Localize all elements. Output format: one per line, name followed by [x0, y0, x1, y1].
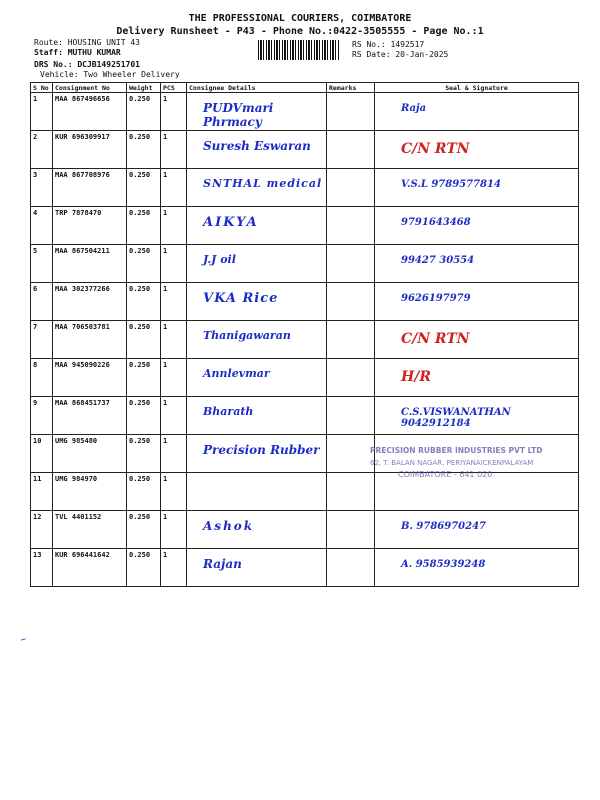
handwritten-consignee: Rajan — [203, 557, 242, 571]
cell-weight: 0.250 — [127, 131, 161, 169]
cell-signature — [375, 169, 579, 207]
cell-consignee — [187, 511, 327, 549]
handwritten-signature: 9791643468 — [401, 217, 471, 228]
handwritten-consignee: Annlevmar — [203, 367, 270, 380]
cell-weight: 0.250 — [127, 283, 161, 321]
handwritten-signature: C/N RTN — [401, 331, 470, 347]
cell-pcs: 1 — [161, 397, 187, 435]
handwritten-consignee: Thanigawaran — [203, 329, 291, 342]
cell-signature — [375, 321, 579, 359]
table-row — [31, 169, 579, 207]
cell-remarks — [327, 435, 375, 473]
cell-sno: 13 — [31, 549, 53, 587]
cell-weight: 0.250 — [127, 473, 161, 511]
cell-pcs: 1 — [161, 169, 187, 207]
handwritten-signature: V.S.L 9789577814 — [401, 179, 501, 190]
barcode — [258, 40, 340, 60]
cell-sno: 11 — [31, 473, 53, 511]
col-pcs: PCS — [161, 83, 187, 93]
cell-consignee — [187, 131, 327, 169]
cell-consignment-no: UMG 985480 — [53, 435, 127, 473]
cell-weight: 0.250 — [127, 245, 161, 283]
cell-consignment-no: UMG 984970 — [53, 473, 127, 511]
cell-signature — [375, 397, 579, 435]
cell-remarks — [327, 245, 375, 283]
cell-pcs: 1 — [161, 283, 187, 321]
cell-consignment-no: MAA 867496656 — [53, 93, 127, 131]
table-row — [31, 511, 579, 549]
cell-pcs: 1 — [161, 131, 187, 169]
cell-pcs: 1 — [161, 321, 187, 359]
cell-weight: 0.250 — [127, 93, 161, 131]
cell-consignee — [187, 473, 327, 511]
cell-consignment-no: MAA 867708976 — [53, 169, 127, 207]
cell-weight: 0.250 — [127, 511, 161, 549]
cell-remarks — [327, 131, 375, 169]
cell-consignee — [187, 283, 327, 321]
cell-pcs: 1 — [161, 511, 187, 549]
staff-label: Staff: MUTHU KUMAR — [34, 48, 121, 57]
table-row — [31, 549, 579, 587]
route-label: Route: HOUSING UNIT 43 — [34, 38, 140, 47]
cell-consignee — [187, 397, 327, 435]
company-stamp — [370, 446, 560, 492]
cell-remarks — [327, 359, 375, 397]
stamp-line-3: COIMBATORE - 641 020 — [398, 470, 493, 479]
handwritten-signature: C.S.VISWANATHAN 9042912184 — [401, 407, 511, 429]
table-row — [31, 397, 579, 435]
vehicle-label: Vehicle: Two Wheeler Delivery — [40, 70, 180, 79]
table-row — [31, 359, 579, 397]
cell-sno: 2 — [31, 131, 53, 169]
cell-consignment-no: TVL 4401152 — [53, 511, 127, 549]
cell-sno: 9 — [31, 397, 53, 435]
cell-consignment-no: MAA 302377266 — [53, 283, 127, 321]
cell-signature — [375, 549, 579, 587]
handwritten-signature: 99427 30554 — [401, 255, 475, 266]
cell-signature — [375, 207, 579, 245]
cell-remarks — [327, 93, 375, 131]
cell-sno: 3 — [31, 169, 53, 207]
runsheet-table — [30, 82, 579, 587]
cell-weight: 0.250 — [127, 207, 161, 245]
table-row — [31, 93, 579, 131]
cell-signature — [375, 359, 579, 397]
rs-date: RS Date: 20-Jan-2025 — [352, 50, 449, 59]
cell-consignee — [187, 169, 327, 207]
cell-pcs: 1 — [161, 473, 187, 511]
handwritten-consignee: VKA Rice — [203, 291, 279, 306]
table-row — [31, 131, 579, 169]
table-row — [31, 207, 579, 245]
cell-consignment-no: MAA 867504211 — [53, 245, 127, 283]
handwritten-consignee: Bharath — [203, 405, 254, 418]
table-row — [31, 245, 579, 283]
handwritten-signature: B. 9786970247 — [401, 521, 486, 532]
drs-label: DRS No.: DCJB149251701 — [34, 60, 140, 69]
cell-consignee — [187, 245, 327, 283]
handwritten-consignee: SNTHAL medical — [203, 177, 323, 190]
cell-consignee — [187, 321, 327, 359]
cell-weight: 0.250 — [127, 435, 161, 473]
cell-sno: 5 — [31, 245, 53, 283]
cell-sno: 12 — [31, 511, 53, 549]
cell-sno: 8 — [31, 359, 53, 397]
cell-signature — [375, 93, 579, 131]
cell-sno: 6 — [31, 283, 53, 321]
cell-weight: 0.250 — [127, 549, 161, 587]
cell-remarks — [327, 207, 375, 245]
cell-sno: 1 — [31, 93, 53, 131]
cell-pcs: 1 — [161, 359, 187, 397]
cell-pcs: 1 — [161, 435, 187, 473]
cell-pcs: 1 — [161, 245, 187, 283]
cell-consignee — [187, 549, 327, 587]
col-sno: S No — [31, 83, 53, 93]
cell-consignee — [187, 93, 327, 131]
cell-signature — [375, 283, 579, 321]
cell-consignee — [187, 207, 327, 245]
cell-remarks — [327, 397, 375, 435]
handwritten-consignee: J.J oil — [203, 253, 236, 266]
handwritten-consignee: Precision Rubber — [203, 443, 320, 457]
cell-remarks — [327, 511, 375, 549]
rs-number: RS No.: 1492517 — [352, 40, 425, 49]
cell-signature — [375, 245, 579, 283]
cell-consignment-no: MAA 945090226 — [53, 359, 127, 397]
cell-remarks — [327, 169, 375, 207]
handwritten-consignee: Suresh Eswaran — [203, 139, 311, 153]
cell-sno: 7 — [31, 321, 53, 359]
runsheet-subtitle: Delivery Runsheet - P43 - Phone No.:0422-3505555 - Page No.:1 — [116, 26, 484, 37]
handwritten-signature: 9626197979 — [401, 293, 471, 304]
cell-consignment-no: KUR 696309917 — [53, 131, 127, 169]
cell-pcs: 1 — [161, 207, 187, 245]
col-remarks: Remarks — [327, 83, 375, 93]
handwritten-signature: C/N RTN — [401, 141, 470, 157]
cell-signature — [375, 131, 579, 169]
col-consignment: Consignment No — [53, 83, 127, 93]
table-row — [31, 321, 579, 359]
cell-remarks — [327, 283, 375, 321]
cell-sno: 4 — [31, 207, 53, 245]
table-row — [31, 283, 579, 321]
handwritten-consignee: AIKYA — [203, 215, 259, 230]
col-signature: Seal & Signature — [375, 83, 579, 93]
cell-consignment-no: MAA 868451737 — [53, 397, 127, 435]
cell-consignee — [187, 359, 327, 397]
cell-consignment-no: KUR 696441642 — [53, 549, 127, 587]
cell-weight: 0.250 — [127, 397, 161, 435]
cell-remarks — [327, 549, 375, 587]
col-consignee: Consignee Details — [187, 83, 327, 93]
cell-weight: 0.250 — [127, 321, 161, 359]
cell-consignment-no: MAA 706503781 — [53, 321, 127, 359]
stamp-line-1: PRECISION RUBBER INDUSTRIES PVT LTD — [370, 446, 543, 455]
cell-pcs: 1 — [161, 93, 187, 131]
cell-consignee — [187, 435, 327, 473]
col-weight: Weight — [127, 83, 161, 93]
cell-consignment-no: TRP 7878470 — [53, 207, 127, 245]
cell-remarks — [327, 321, 375, 359]
cell-weight: 0.250 — [127, 169, 161, 207]
handwritten-signature: Raja — [401, 103, 427, 114]
cell-remarks — [327, 473, 375, 511]
company-title: THE PROFESSIONAL COURIERS, COIMBATORE — [188, 13, 412, 24]
handwritten-signature: H/R — [401, 369, 431, 385]
cell-sno: 10 — [31, 435, 53, 473]
cell-pcs: 1 — [161, 549, 187, 587]
margin-scribble: ~ — [18, 634, 29, 645]
handwritten-consignee: Ashok — [203, 519, 255, 533]
handwritten-consignee: PUDVmari Phrmacy — [203, 101, 274, 129]
handwritten-signature: A. 9585939248 — [401, 559, 486, 570]
cell-weight: 0.250 — [127, 359, 161, 397]
cell-signature — [375, 511, 579, 549]
stamp-line-2: 62, T. BALAN NAGAR, PERIYANAICKENPALAYAM — [370, 459, 534, 467]
table-header — [31, 83, 579, 93]
